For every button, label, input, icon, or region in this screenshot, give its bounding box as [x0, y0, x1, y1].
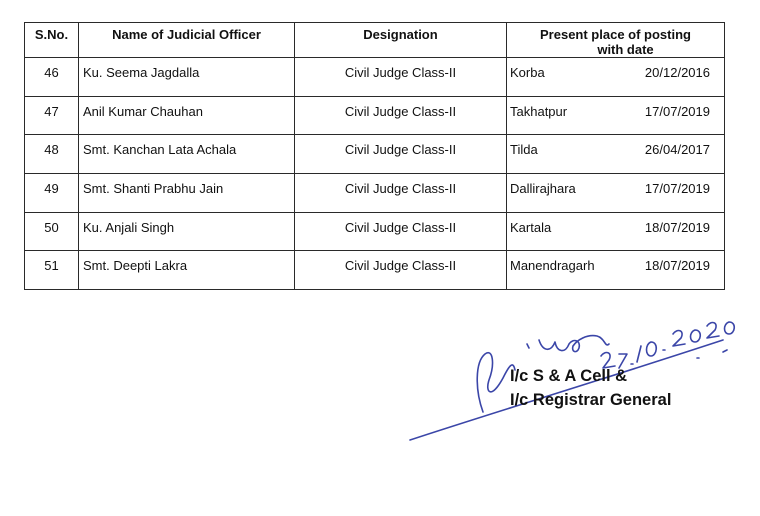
cell-place: Dallirajhara — [510, 180, 576, 196]
table-row — [25, 58, 725, 97]
header-posting-line1: Present place of posting — [540, 27, 691, 42]
cell-posting — [507, 135, 725, 174]
cell-sno: 50 — [25, 212, 79, 251]
table-row — [25, 251, 725, 290]
cell-name: Smt. Kanchan Lata Achala — [79, 135, 295, 174]
cell-date: 18/07/2019 — [644, 258, 710, 274]
cell-name: Anil Kumar Chauhan — [79, 96, 295, 135]
cell-sno: 47 — [25, 96, 79, 135]
header-sno: S.No. — [25, 23, 79, 58]
cell-date: 20/12/2016 — [644, 65, 710, 80]
cell-sno: 48 — [25, 135, 79, 174]
cell-date: 26/04/2017 — [644, 142, 710, 158]
header-posting — [507, 23, 725, 58]
cell-posting — [507, 212, 725, 251]
cell-date: 18/07/2019 — [644, 219, 710, 235]
table-row — [25, 96, 725, 135]
table-row — [25, 212, 725, 251]
table-row — [25, 173, 725, 212]
cell-sno: 49 — [25, 173, 79, 212]
cell-designation: Civil Judge Class-II — [295, 251, 507, 290]
officers-table — [24, 22, 725, 290]
cell-place: Takhatpur — [510, 103, 568, 119]
cell-place: Korba — [510, 65, 545, 80]
cell-name: Smt. Shanti Prabhu Jain — [79, 173, 295, 212]
cell-place: Kartala — [510, 219, 552, 235]
cell-posting — [507, 58, 725, 97]
cell-posting — [507, 173, 725, 212]
signatory-title-line2: I/c Registrar General — [510, 391, 672, 409]
cell-designation: Civil Judge Class-II — [295, 96, 507, 135]
cell-designation: Civil Judge Class-II — [295, 135, 507, 174]
cell-posting — [507, 96, 725, 135]
cell-name: Smt. Deepti Lakra — [79, 251, 295, 290]
cell-designation: Civil Judge Class-II — [295, 58, 507, 97]
cell-sno: 51 — [25, 251, 79, 290]
header-designation: Designation — [295, 23, 507, 58]
cell-date: 17/07/2019 — [644, 180, 710, 196]
cell-place: Tilda — [510, 142, 538, 158]
cell-date: 17/07/2019 — [644, 103, 710, 119]
cell-designation: Civil Judge Class-II — [295, 212, 507, 251]
cell-name: Ku. Seema Jagdalla — [79, 58, 295, 97]
header-name: Name of Judicial Officer — [79, 23, 295, 58]
cell-posting — [507, 251, 725, 290]
signatory-title-line1: I/c S & A Cell & — [510, 367, 628, 385]
table-row — [25, 135, 725, 174]
header-posting-line2: with date — [597, 42, 654, 57]
cell-name: Ku. Anjali Singh — [79, 212, 295, 251]
table-header-row — [25, 23, 725, 58]
cell-sno: 46 — [25, 58, 79, 97]
cell-designation: Civil Judge Class-II — [295, 173, 507, 212]
cell-place: Manendragarh — [510, 258, 595, 274]
